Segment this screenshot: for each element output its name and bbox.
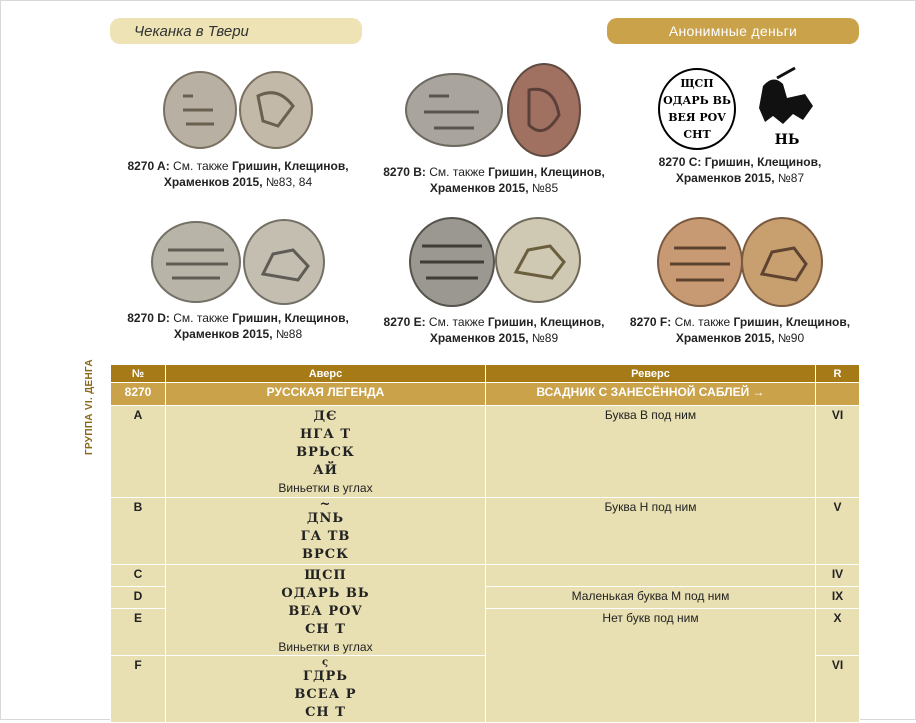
row-number: D [111, 587, 166, 609]
row-number: C [111, 565, 166, 587]
row-revers: Маленькая буква М под ним [486, 587, 816, 609]
avers-line: ГДРЬ [302, 669, 349, 684]
drawing-letters: НЬ [774, 132, 800, 148]
row-rarity: IX [816, 587, 860, 609]
row-rarity: VI [816, 656, 860, 723]
avers-line: СН Т [305, 622, 346, 637]
drawing-legend-line: ОДАРЬ ВЬ [663, 94, 731, 107]
table-row [111, 406, 860, 498]
row-number: E [111, 609, 166, 656]
section-title-right: Анонимные деньги [607, 18, 859, 44]
table-row [111, 565, 860, 587]
row-number: A [111, 406, 166, 498]
avers-line: СН Т [305, 705, 346, 720]
avers-note: Виньетки в углах [278, 640, 373, 654]
coin-8270-f: 8270 F: См. также Гришин, Клещинов, Храменков 2015, №90 [626, 212, 854, 346]
avers-line: ВРСК [302, 547, 349, 562]
row-number: F [111, 656, 166, 723]
header-revers: Реверс [486, 365, 816, 383]
avers-line: ДNЬ [306, 511, 345, 526]
avers-line: ЩСП [304, 568, 347, 583]
avers-note: Виньетки в углах [278, 481, 373, 495]
header-rarity: R [816, 365, 860, 383]
avers-line: ВСЕА Р [294, 687, 357, 702]
row-avers [166, 406, 486, 498]
avers-line: НГА Т [299, 427, 352, 442]
coin-types-table [110, 364, 860, 723]
coin-8270-d: 8270 D: См. также Гришин, Клещинов, Храменков 2015, №88 [120, 214, 356, 342]
coin-8270-b: 8270 B: См. также Гришин, Клещинов, Храменков 2015, №85 [378, 60, 610, 196]
avers-line: ВЕА РОV [288, 604, 363, 619]
subheader-number: 8270 [111, 383, 166, 406]
coin-8270-c: ЩСП ОДАРЬ ВЬ ВЕЯ РОV СНТ НЬ 8270 C: Гришин, Клещинов, Храменков 2015, №87 [630, 64, 850, 186]
coin-image [158, 66, 318, 158]
group-side-label: ГРУППА VI. ДЕНГА [84, 359, 95, 455]
avers-line: ВРЬСК [296, 445, 355, 460]
section-title-left: Чеканка в Твери [110, 18, 362, 44]
coin-8270-a: 8270 A: См. также Гришин, Клещинов, Храменков 2015, №83, 84 [120, 66, 356, 190]
subheader-revers: ВСАДНИК С ЗАНЕСЁННОЙ САБЛЕЙ → [486, 383, 816, 406]
row-number: B [111, 498, 166, 565]
row-avers [166, 565, 486, 656]
avers-line: ГА ТВ [300, 529, 351, 544]
coin-8270-e: 8270 E: См. также Гришин, Клещинов, Храменков 2015, №89 [378, 212, 610, 346]
header-number: № [111, 365, 166, 383]
row-rarity: V [816, 498, 860, 565]
row-rarity: VI [816, 406, 860, 498]
row-revers [486, 565, 816, 587]
avers-line: ς [321, 657, 330, 668]
row-revers: Буква Н под ним [486, 498, 816, 565]
avers-line: ~ [319, 497, 332, 512]
coin-image [404, 212, 584, 314]
row-avers [166, 498, 486, 565]
row-avers [166, 656, 486, 723]
drawing-legend-line: СНТ [683, 128, 711, 141]
coin-image [394, 60, 594, 164]
table-row [111, 498, 860, 565]
row-rarity: X [816, 609, 860, 656]
drawing-legend-line: ЩСП [680, 77, 714, 90]
row-rarity: IV [816, 565, 860, 587]
table-header-row [111, 365, 860, 383]
table-subheader-row [111, 383, 860, 406]
row-revers: Буква В под ним [486, 406, 816, 498]
avers-line: ОДАРЬ ВЬ [281, 586, 370, 601]
coin-image [148, 214, 328, 310]
subheader-rarity [816, 383, 860, 406]
header-avers: Аверс [166, 365, 486, 383]
coin-drawing [655, 64, 825, 154]
avers-line: АЙ [313, 463, 338, 478]
avers-line: ДЄ [313, 409, 338, 424]
row-revers: Нет букв под ним [486, 609, 816, 723]
drawing-legend-line: ВЕЯ РОV [668, 111, 726, 124]
subheader-avers: РУССКАЯ ЛЕГЕНДА [166, 383, 486, 406]
coin-image [652, 212, 828, 314]
